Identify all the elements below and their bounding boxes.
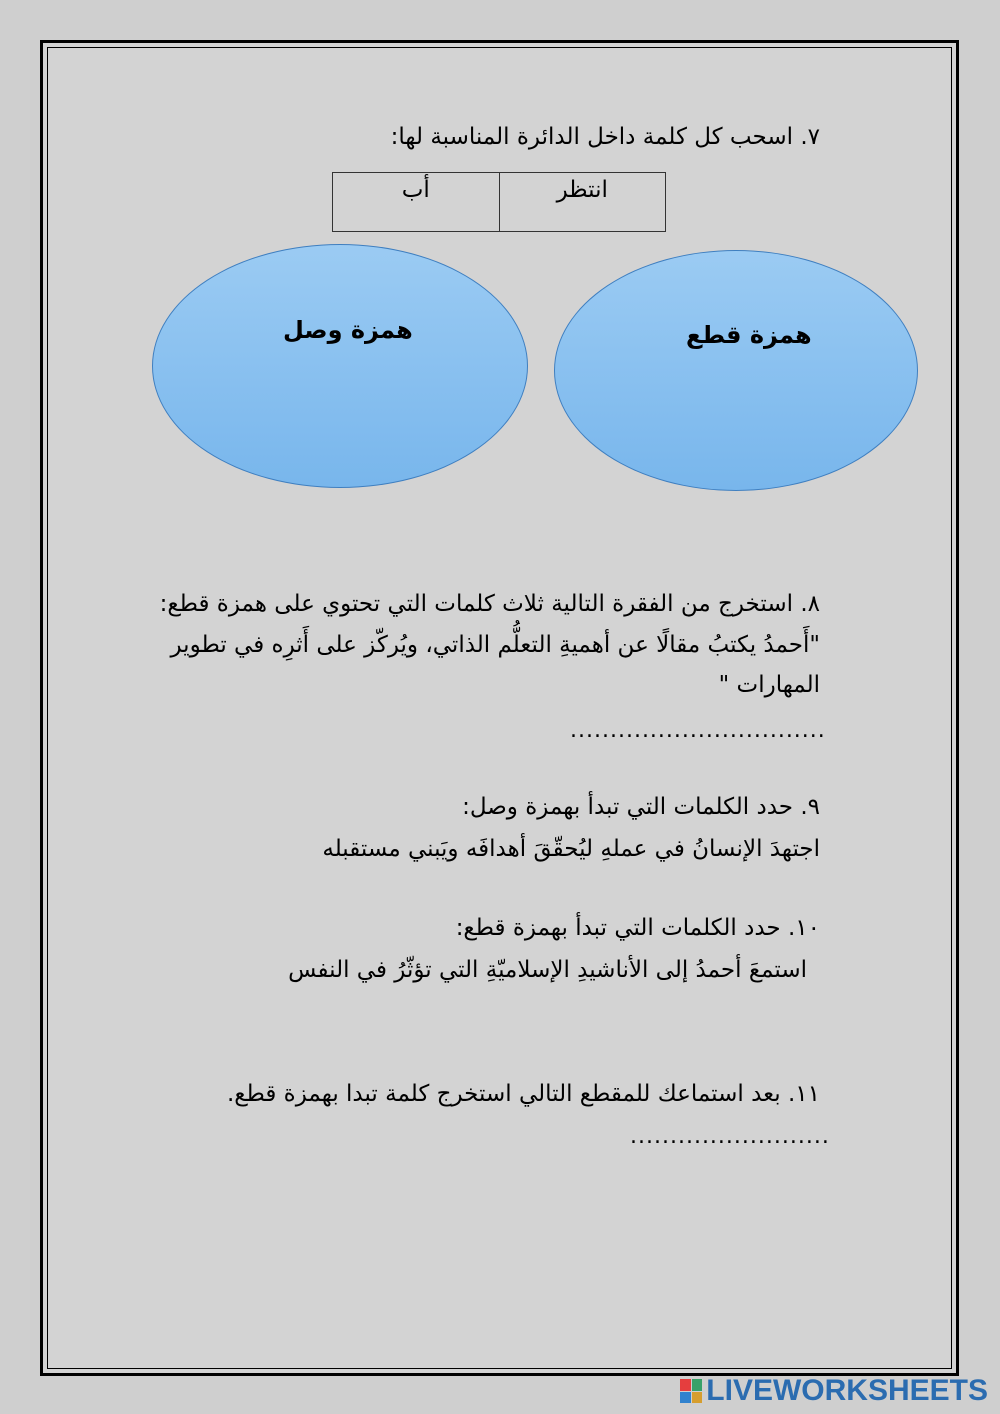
question-11-answer-field[interactable]: ......................... bbox=[630, 1124, 830, 1149]
draggable-word-2[interactable]: أب bbox=[333, 173, 500, 231]
question-11-text: ١١. بعد استماعك للمقطع التالي استخرج كلمة تبدا بهمزة قطع. bbox=[226, 1081, 820, 1107]
liveworksheets-brand-text: LIVEWORKSHEETS bbox=[706, 1374, 988, 1407]
word-bank bbox=[332, 172, 666, 232]
question-8-passage-line-2: المهارات " bbox=[718, 672, 820, 698]
question-8-passage-line-1: "أَحمدُ يكتبُ مقالًا عن أهميةِ التعلُّم الذاتي، ويُركّز على أَثرِه في تطوير bbox=[170, 632, 820, 658]
page-frame-inner bbox=[47, 47, 952, 1369]
question-10-sentence[interactable]: استمعَ أحمدُ إلى الأناشيدِ الإسلاميّةِ التي تؤثّرُ في النفس bbox=[288, 957, 807, 983]
question-8-answer-field[interactable]: ................................ bbox=[570, 718, 826, 743]
liveworksheets-logo bbox=[680, 1374, 988, 1408]
circle-label-hamzat-wasl: همزة وصل bbox=[283, 316, 413, 344]
question-9-text: ٩. حدد الكلمات التي تبدأ بهمزة وصل: bbox=[462, 794, 820, 820]
circle-label-hamzat-qat: همزة قطع bbox=[686, 321, 812, 349]
question-10-text: ١٠. حدد الكلمات التي تبدأ بهمزة قطع: bbox=[455, 915, 820, 941]
drop-circle-hamzat-wasl[interactable] bbox=[152, 244, 528, 488]
liveworksheets-mark-icon bbox=[680, 1379, 702, 1403]
drop-circle-hamzat-qat[interactable] bbox=[554, 250, 918, 491]
draggable-word-1[interactable]: انتظر bbox=[556, 177, 608, 203]
question-9-sentence[interactable]: اجتهدَ الإنسانُ في عملهِ ليُحقّقَ أهدافَه ويَبني مستقبله bbox=[322, 836, 820, 862]
question-8-text: ٨. استخرج من الفقرة التالية ثلاث كلمات التي تحتوي على همزة قطع: bbox=[159, 591, 820, 617]
question-7-text: ٧. اسحب كل كلمة داخل الدائرة المناسبة لها: bbox=[390, 124, 820, 150]
